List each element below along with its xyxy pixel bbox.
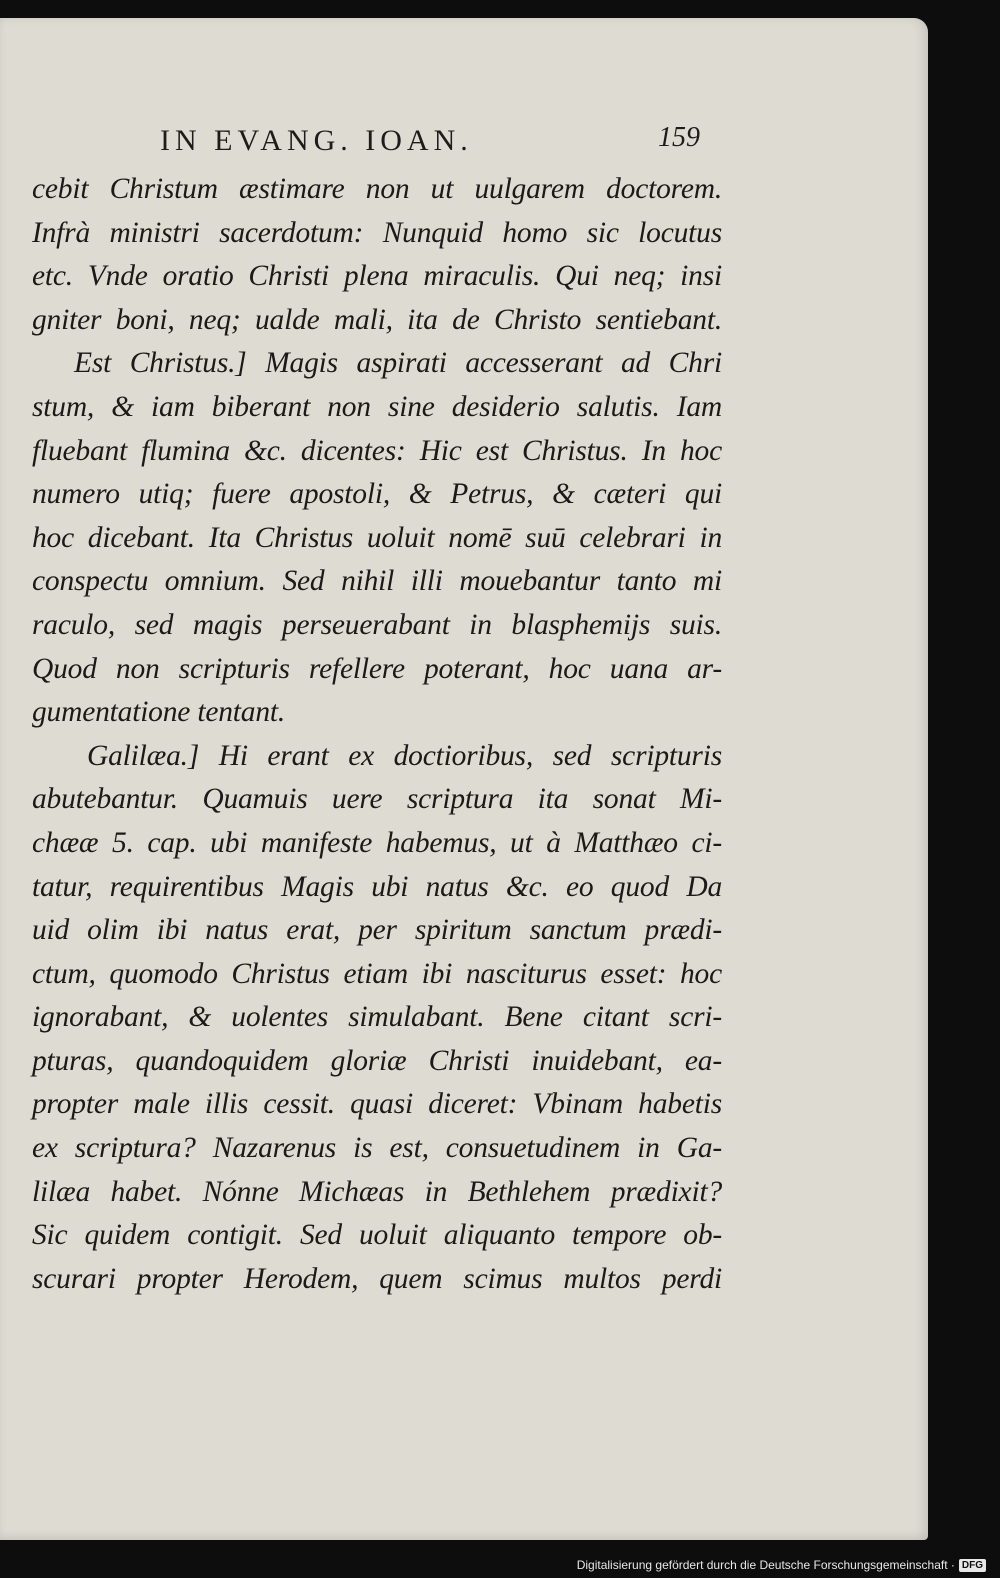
body-text <box>32 168 722 1301</box>
text-line: tatur, requirentibus Magis ubi natus &c. eo quod Da <box>32 870 722 903</box>
text-line: stum, & iam biberant non sine desiderio salutis. Iam <box>32 390 722 423</box>
running-head <box>160 124 700 160</box>
text-line: ctum, quomodo Christus etiam ibi nasciturus esset: hoc <box>32 957 722 990</box>
text-line: cebit Christum æstimare non ut uulgarem doctorem. <box>32 173 722 205</box>
text-line: hoc dicebant. Ita Christus uoluit nomē suū celebrari in <box>32 521 722 554</box>
page-number: 159 <box>658 122 700 153</box>
text-line: uid olim ibi natus erat, per spiritum sanctum prædi- <box>32 914 722 947</box>
text-line: raculo, sed magis perseuerabant in blasphemijs suis. <box>32 608 722 641</box>
dfg-logo: DFG <box>959 1559 986 1572</box>
text-line: numero utiq; fuere apostoli, & Petrus, & cæteri qui <box>32 478 722 511</box>
running-title: IN EVANG. IOAN. <box>160 124 473 157</box>
text-line: Est Christus.] Magis aspirati accesserant ad Chri <box>74 347 722 380</box>
text-line: Sic quidem contigit. Sed uoluit aliquanto tempore ob- <box>32 1219 722 1252</box>
text-line: ignorabant, & uolentes simulabant. Bene citant scri- <box>32 1001 722 1034</box>
text-line: abutebantur. Quamuis uere scriptura ita sonat Mi- <box>32 783 722 816</box>
text-line: chææ 5. cap. ubi manifeste habemus, ut à Matthæo ci- <box>32 826 722 859</box>
text-line: Quod non scripturis refellere poterant, hoc uana ar- <box>32 652 722 685</box>
text-line: conspectu omnium. Sed nihil illi mouebantur tanto mi <box>32 565 722 598</box>
book-page <box>0 18 928 1540</box>
text-line: ex scriptura? Nazarenus is est, consuetudinem in Ga- <box>32 1132 722 1165</box>
text-line: scurari propter Herodem, quem scimus multos perdi <box>32 1262 722 1295</box>
text-line: fluebant flumina &c. dicentes: Hic est Christus. In hoc <box>32 434 722 467</box>
text-line: gniter boni, neq; ualde mali, ita de Christo sentiebant. <box>32 303 722 336</box>
text-line: gumentatione tentant. <box>32 696 286 729</box>
text-line: pturas, quandoquidem gloriæ Christi inuidebant, ea- <box>32 1044 722 1077</box>
text-line: propter male illis cessit. quasi diceret: Vbinam habetis <box>32 1088 722 1121</box>
text-line: etc. Vnde oratio Christi plena miraculis. Qui neq; insi <box>32 260 722 293</box>
digitization-credit <box>577 1556 986 1574</box>
credit-text: Digitalisierung gefördert durch die Deutsche Forschungsgemeinschaft · <box>576 1558 955 1572</box>
text-line: Infrà ministri sacerdotum: Nunquid homo sic locutus <box>32 216 722 249</box>
text-line: Galilæa.] Hi erant ex doctioribus, sed scripturis <box>87 739 722 772</box>
text-line: lilæa habet. Nónne Michæas in Bethlehem prædixit? <box>32 1175 722 1208</box>
